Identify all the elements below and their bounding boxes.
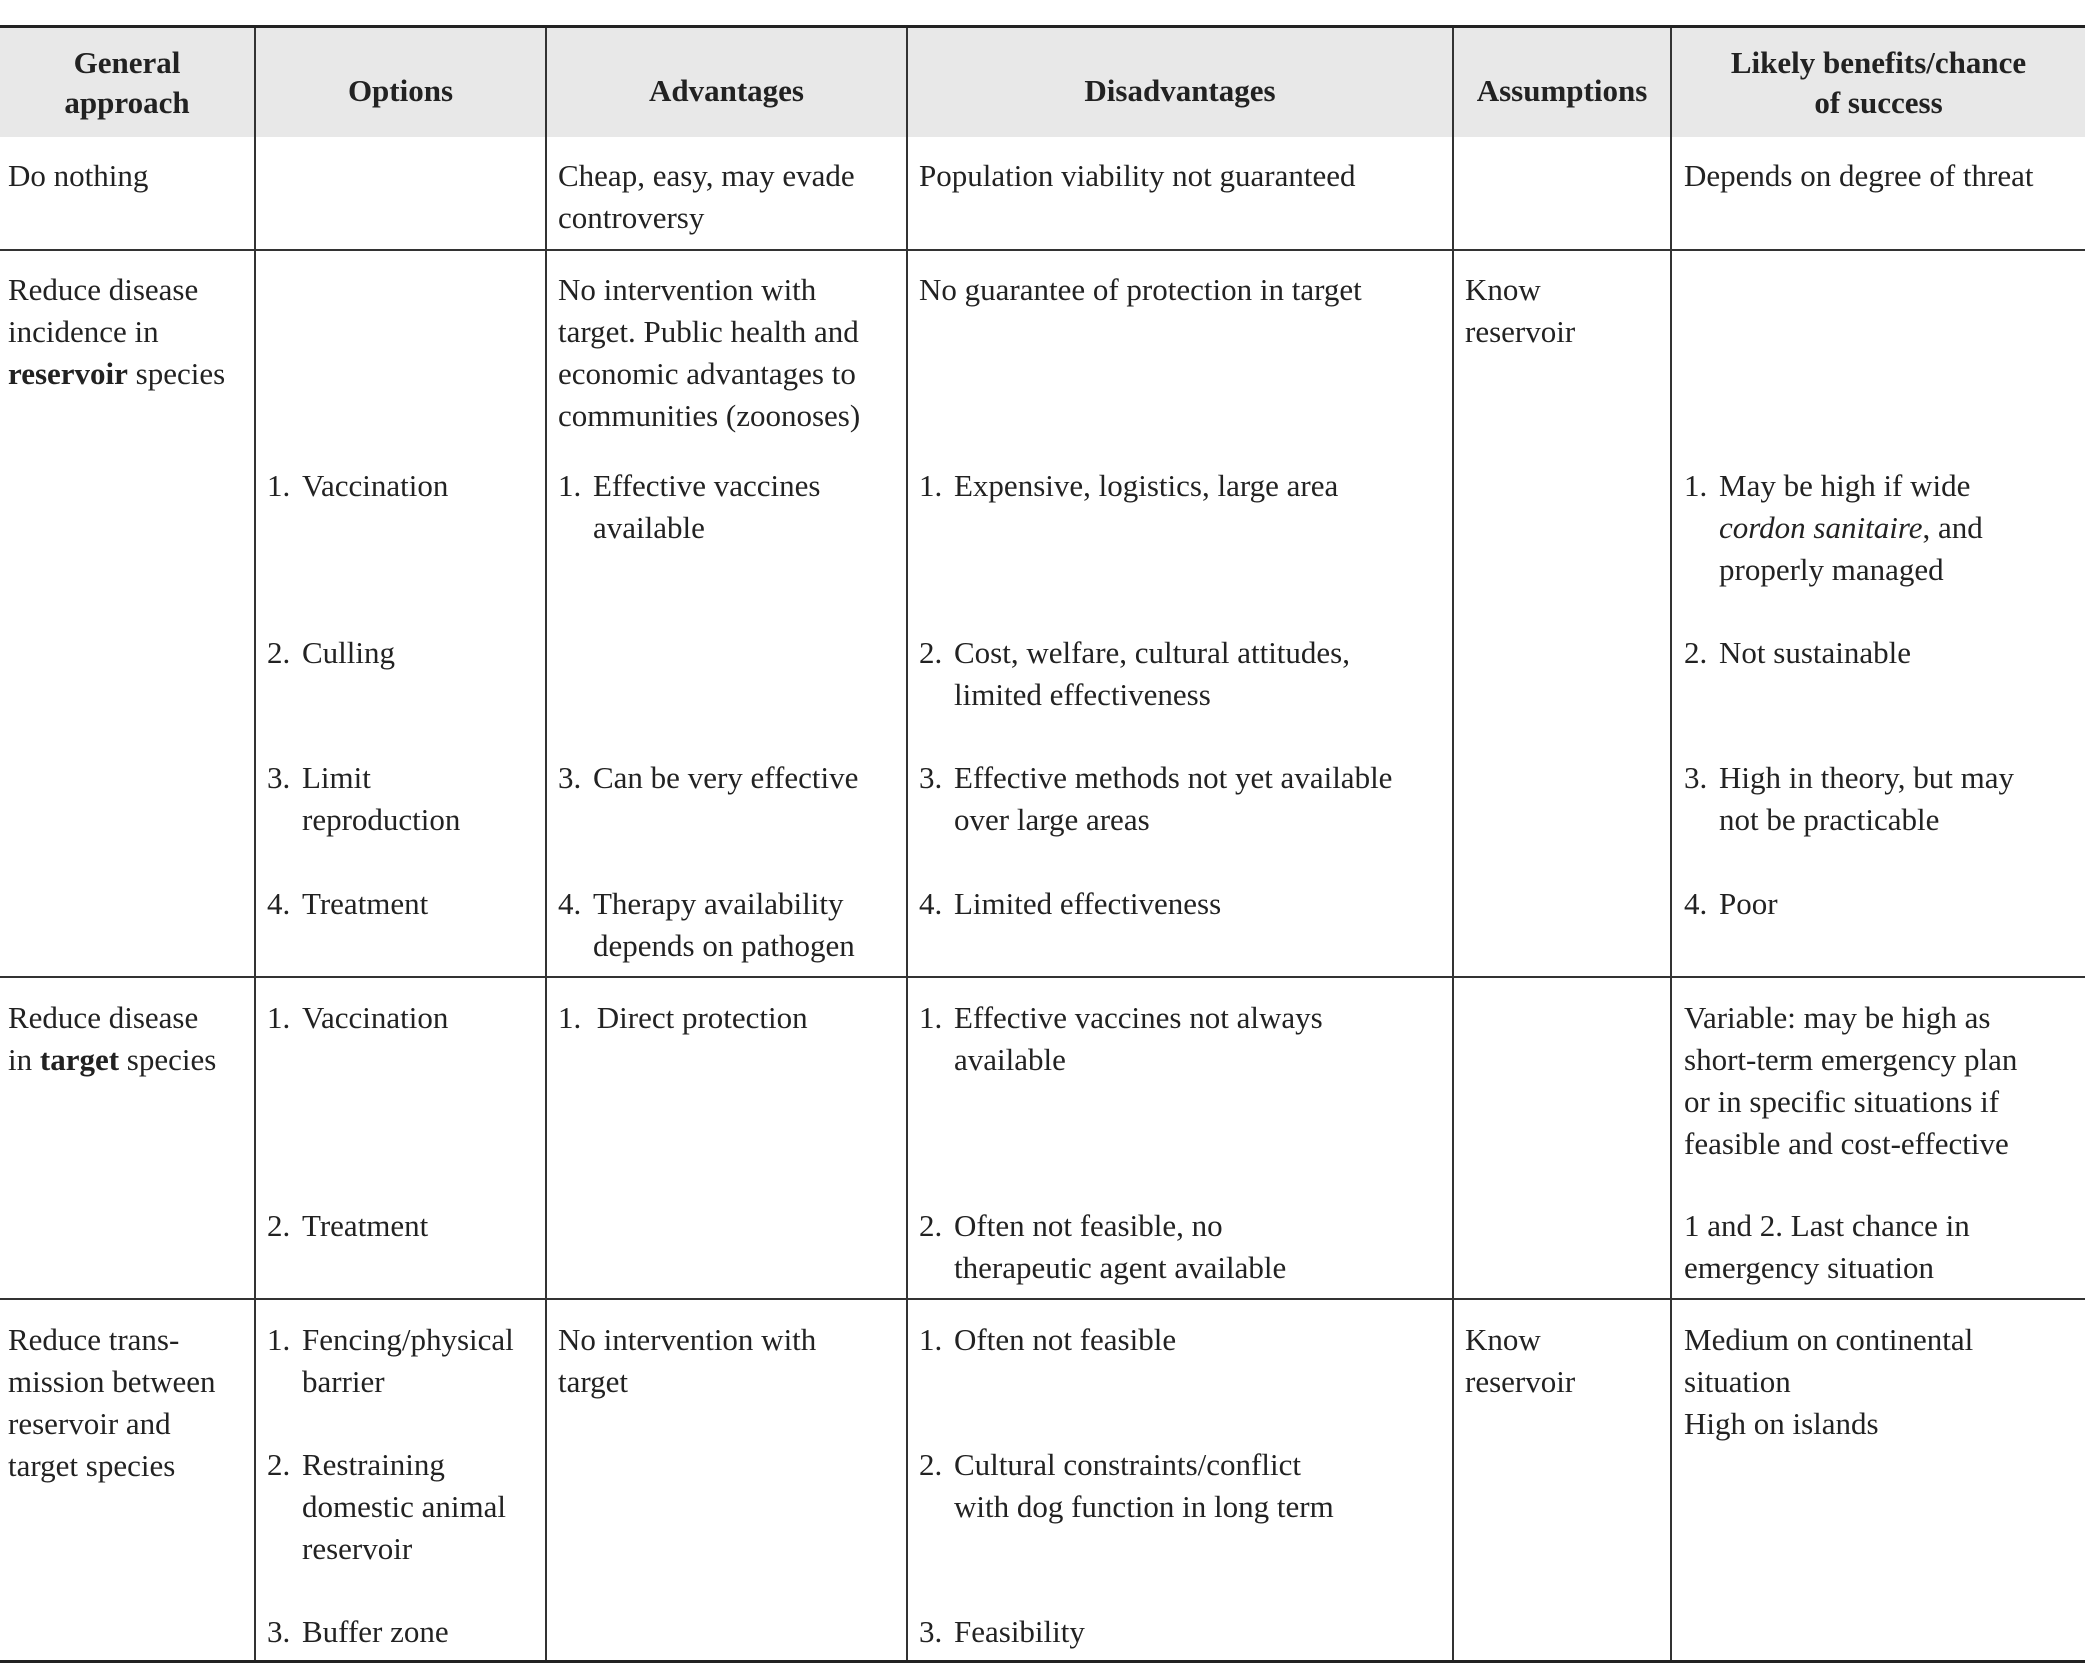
row4-approach: Reduce trans- mission between reservoir and target species [8,1322,216,1483]
header-general-approach [0,28,254,137]
row-divider [0,249,2085,251]
row3-benefits-a: Variable: may be high as short-term emergency plan or in specific situations if feasible and cost-effective [1684,1000,2018,1161]
row4-assumptions: Know reservoir [1465,1322,1576,1399]
row3-advantages: 1. Direct protection [558,1000,808,1035]
header-text: Assumptions [1476,72,1648,108]
header-text: General [73,44,181,80]
header-text: Advantages [648,72,804,108]
row2-advantages: No intervention with target. Public health and economic advantages to communities (zoonoses) [558,272,861,433]
header-assumptions [1454,28,1670,145]
header-text: Options [347,72,454,108]
comparison-table: General approach Options Advantages Disadvantages Assumptions Likely benefits/chance of success Do nothing Cheap, easy, may evade controversy Population viability not guaranteed Depends on degree of threat Reduce disease incidence in reservoir species No intervention with target. Public health and economic advantages to communities (zoonoses) No guarantee of protection in target Know reservoir 1. Vaccination 2. Culling 3. Limit reproduction 4. Treatment 1. Effective vaccines available 3. Can be very effective 4. Therapy availability depends on pathogen 1. Expensive, logistics, large area 2. Cost, welfare, cultural attitudes, limited effectiveness 3. Effective methods not yet available over large areas 4. Limited effectiveness 1. May be high if wide cordon sanitaire, and properly managed 2. Not sustainable 3. High in theory, but may not be practicable 4. Poor Reduce disease in target species 1. Vaccination 2. Treatment 1. Direct protection 1. Effective vaccines not always available 2. Often not feasible, no therapeutic agent available Variable: may be high as short-term emergency plan or in specific situations if feasible and cost-effective 1 and 2. Last chance in emergency situation Reduce trans- mission between reservoir and target species 1. Fencing/physical barrier 2. Restraining domestic animal reservoir 3. Buffer zone No intervention with target 1. Often not feasible 2. Cultural constraints/conflict with dog function in long term 3. Feasibility Know reservoir Medium on continental situation High on islands [0,0,2085,1668]
header-advantages [547,28,906,145]
header-text: of success [1814,84,1943,120]
column-divider [545,28,547,1660]
row-divider [0,1298,2085,1300]
row-divider [0,976,2085,978]
row2-assumptions: Know reservoir [1465,272,1576,349]
row4-benefits: Medium on continental situation High on islands [1684,1322,1974,1441]
row1-approach: Do nothing [8,158,149,193]
header-options [256,28,545,145]
header-text: Disadvantages [1084,72,1276,108]
row1-advantages: Cheap, easy, may evade controversy [558,158,855,235]
column-divider [1452,28,1454,1660]
header-text: approach [64,84,190,120]
header-benefits [1672,28,2085,137]
row1-disadvantages: Population viability not guaranteed [919,158,1356,193]
row3-approach: Reduce disease in target species [8,1000,217,1077]
row2-approach: Reduce disease incidence in reservoir species [8,272,226,391]
column-divider [1670,28,1672,1660]
row3-benefits-b: 1 and 2. Last chance in emergency situation [1684,1208,1970,1285]
header-disadvantages [908,28,1452,145]
column-divider [254,28,256,1660]
header-text: Likely benefits/chance [1730,44,2027,80]
column-divider [906,28,908,1660]
row1-benefits: Depends on degree of threat [1684,158,2034,193]
row2-disadvantages: No guarantee of protection in target [919,272,1362,307]
bottom-rule [0,1660,2085,1663]
row4-advantages: No intervention with target [558,1322,817,1399]
